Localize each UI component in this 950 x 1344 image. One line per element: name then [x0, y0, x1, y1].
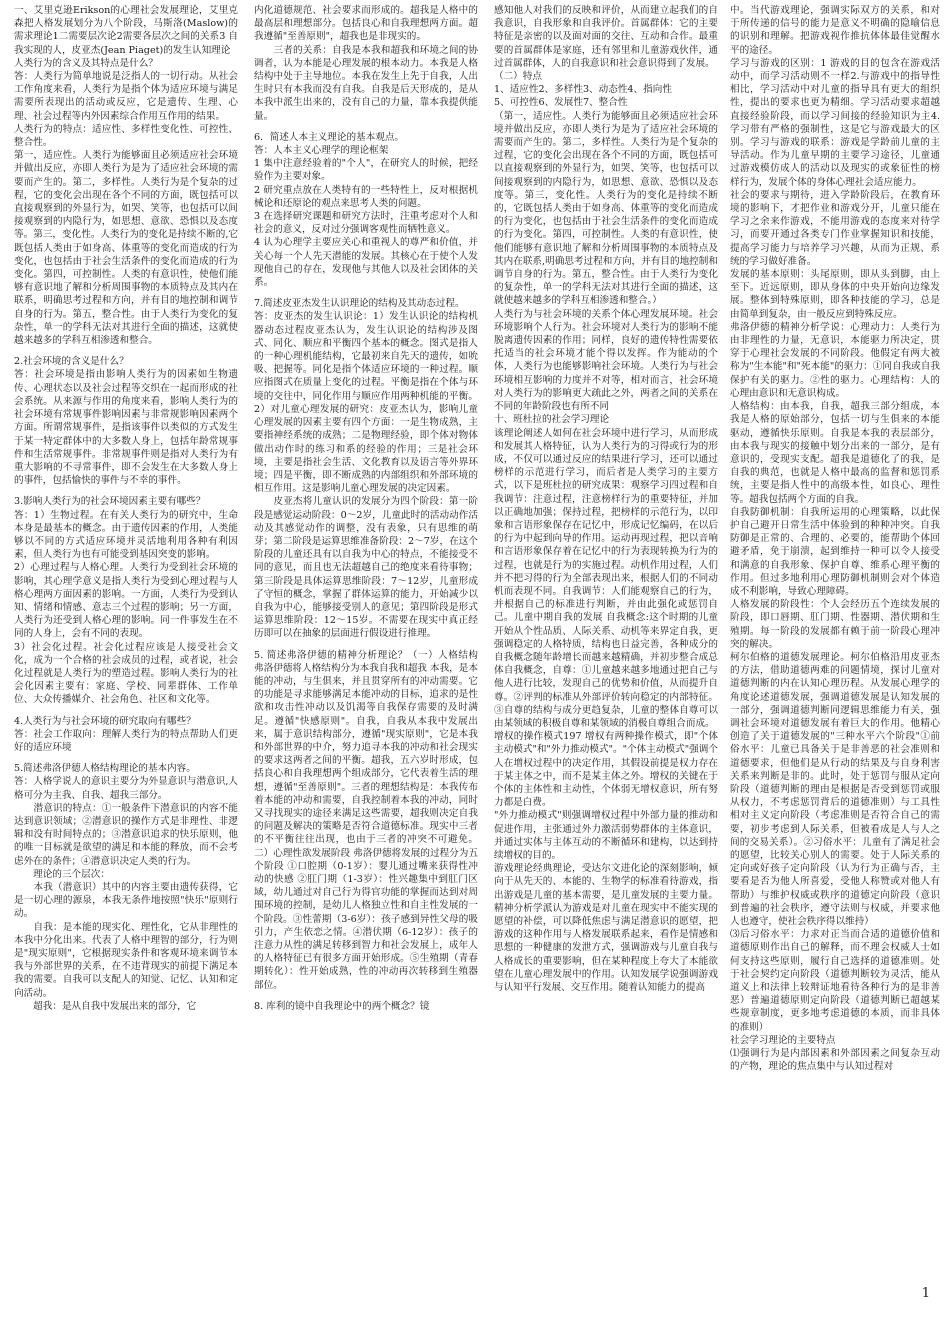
- paragraph: 答：1）生物过程。在有关人类行为的研究中，生命本身是最基本的概念。由于遗传因素的作用，人类能够以不同的方式适应环境并灵活地利用各种有利因素，但人类行为也有可能受到基因突变的影响。: [14, 509, 238, 561]
- paragraph: 该理论阐述人如何在社会环境中进行学习，从而形成和发展其人格特征，认为人类行为的习得或行为的形成，不仅可以通过反应的结果进行学习，还可以通过榜样的示范进行学习，而后者是人类学习的主要方式，以下是班杜拉的研究成果：观察学习四过程和自我调节：注意过程，注意榜样行为的重要特征，并加以正确地加强；保持过程，把榜样的示范行为，以印象和言语形象保存在记忆中，形成记忆编码，在以后的行为中起到向导的作用。运动再现过程，把以音响和言语形象保存着在记忆中的行为表现转换为行为的过程，也就是行为的实施过程。动机作用过程，人们并不把习得的行为全部表现出来，根据人们的不同动机而表现不同。自我调节：人们能观察自己的行为，并根据自己的标准进行判断，并由此强化或惩罚自己。儿童中期自我的发展 自我概念:这个时期的儿童开始从个性品质、人际关系、动机等来界定自我，更强调稳定的人格特质，结构也日益完善，各种成分的自我概念随年龄增长而越来越精确，并初步整合成总体自我概念，自尊：①儿童越来越多地通过把自己与他人进行比较，发现自己的优势和价值，从而提升自尊。②评判的标准从外部评价转向稳定的内部特征。③自尊的结构与成分更趋复杂，儿童的整体自尊可以由某领域的积极自尊和某领域的消极自尊组合而成。: [494, 427, 718, 729]
- paragraph: 答：人类行为简单地说是泛指人的一切行动。从社会工作角度来看，人类行为是指个体为适应环境与满足需要所表现出的活动或反应，它是遗传、生理、心理、社会过程等内外因素综合作用互作用的结果。: [14, 71, 238, 122]
- paragraph: 发展的基本原则：头尾原则，即从头到脚，由上至下。近远原则，即从身体的中央开始向边缘发展。整体到特殊原则，即各种技能的学习，总是由简单到复杂，由一般反应到特殊反应。: [730, 269, 940, 320]
- paragraph: 5、可控性6、发展性7、整合性: [494, 97, 628, 109]
- text-column-4: [730, 4, 940, 1334]
- paragraph: 第一，适应性。人类行为能够面且必须适应社会环境并做出反应，亦即人类行为是为了适应社会环境的需要而产生的。第二，多样性。人类行为是个复杂的过程，它的变化会出现在各个不同的方面，既包括可以直接观察到的外显行为，如哭、笑等，也包括可以间接观察到的内隐行为，如思想、意欲、恐惧以及态度等。第三，变化性。人类行为的变化是持续不断的,它既包括人类由于如身高、体重等的变化而造成的行为变化，也包括由于社会生活条件的变化而造成的行为变化。第四，可控制性。人类的有意识性，使他们能够有意识地了解和分析周围事物的本质特点及其内在联系，明确思考过程和方向，并有目的地控制和调节自身的行为。第五，整合性。由于人类行为变化的复杂性，单一的学科无法对其进行全面的描述，这就使越来越多的学科互相渗透和整合。: [14, 150, 238, 347]
- text-column-3: [494, 4, 718, 1334]
- paragraph: 潜意识的特点：①一般条件下潜意识的内容不能达到意识领域；②潜意识的操作方式是非理性、非逻辑和没有时间特点的；③潜意识追求的快乐原则，他的唯一目标就是欲望的满足和本能的释放，而不会考虑外在的条件；④潜意识决定人类的行为。: [14, 802, 238, 867]
- page-number: 1: [921, 1286, 930, 1301]
- paragraph: 三者的关系：自我是本我和超我和环境之间的协调者，认为本能是心理发展的根本动力。本我是人格结构中处于主导地位。本我在发生上先于自我，人出生时只有本我而没有自我。自我是后天形成的，是从本我中派生出来的，没有自己的力量，靠本我提供能量。: [254, 44, 478, 122]
- paragraph: 理论的三个层次：: [14, 868, 110, 880]
- paragraph: ⑶后习俗水平：力求对正当而合适的道德价值和道德原则作出自己的解释，而不理会权威人士如何支持这些原则，履行自己选择的道德准则。处于社会契约定向阶段（道德判断较为灵活，能从道义上和法律上较辩证地看待各种行为的是非善恶）普遍道德原则定向阶段（道德判断已超越某些规章制度，更多地考虑道德的本质，而非具体的准则）: [730, 929, 940, 1033]
- paragraph: （二）特点: [494, 71, 542, 83]
- paragraph: 答：社会工作取向：理解人类行为的特点帮助人们更好的适应环境: [14, 728, 238, 753]
- paragraph: 超我：是从自我中发展出来的部分，它: [14, 1000, 197, 1012]
- paragraph: 社会的要求与期待，进入学龄阶段后，在教育环境的影响下，才把作业和游戏分开，儿童只能在学习之余来作游戏，不能用游戏的态度来对待学习，而要开通过各类专门作业掌握知识和技能，提高学习能力与培养学习兴趣，从而为正规、系统的学习做好准备。: [730, 189, 940, 267]
- paragraph: 本我（潜意识）其中的内容主要由遗传获得，它是一切心理的源泉，本我无条件地按照"快乐"原则行动。: [14, 882, 238, 920]
- paragraph: 答：皮亚杰的发生认识论：1）发生认识论的结构机器动态过程皮亚杰认为，发生认识论的结构涉及图式、同化、顺应和平衡四个基本的概念。图式是指人的一种心理机能结构，它最初来自先天的遗传，如吮吸、把握等。同化是指个体适应环境的一种过程。顺应指图式在质量上变化的过程。平衡是指在个体与环境的交往中，同化作用与顺应作用两种机能的平衡。2）对儿童心理发展的研究：皮亚杰认为，影响儿童心理发展的因素主要有四个方面：一是生物成熟，主要指神经系统的成熟；二是物理经验，即个体对物体做出动作时的练习和系的经验的作用；三是社会环境，主要是指社会生活、文化教育以及语言等外界环境；四是平衡，即不断成熟的内部组织和外部环境的相互作用。这是影响儿童心理发展的决定因素。: [254, 311, 478, 495]
- paragraph: 游戏理论经典理论，受达尔文进化论的深刻影响，倾向于从先天的、本能的、生物学的标准看待游戏，指出游戏是儿童的基本需要，是儿童发展的主要力量。精神分析学派认为游戏是对儿童在现实中不能实现的愿望的补偿，可以降低焦虑与满足潜意识的愿望，把游戏的这种作用与人格发展联系起来，看作是情感和思想的一种健康的发泄方式，强调游戏与儿童自我与人格成长的重要影响，但在某种程度上夸大了本能欲望在儿童心理发展中的作用。认知发展学说强调游戏与认知平行发展、交互作用。随着认知能力的提高: [494, 863, 718, 994]
- paragraph: 3）社会化过程。社会化过程应该是人接受社会文化，成为一个合格的社会成员的过程，或者说，社会化过程就是人类行为的塑造过程。影响人类行为的社会化因素主要有：家庭、学校、同辈群体、工作单位、大众传播媒介、社会角色、社区和文化等。: [14, 641, 238, 706]
- paragraph: 学习与游戏的区别：1 游戏的目的包含在游戏活动中，而学习活动则不一样2.与游戏中的指导性相比，学习活动中对儿童的指导具有更大的组织性，提出的要求也更为精细。学习活动要求超越直接经验阶段，而以学习间接的经验知识为主4.学习带有严格的强制性，这是它与游戏最大的区别。学习与游戏的联系：游戏是学龄前儿童的主导活动。作为儿童早期的主要学习途径，儿童通过游戏模仿成人的活动以及现实的或象征性的榜样行为，发展个体的身体心理社会适应能力。: [730, 57, 940, 188]
- paragraph: 6．简述人本主义理论的基本观点。: [254, 131, 405, 143]
- paragraph: 4 认为心理学主要应关心和重视人的尊严和价值，并关心每一个人先天潜能的发展。其核心在于使个人发现他自己的存在，发现他与其他人以及社会团体的关系。: [254, 237, 478, 289]
- paragraph: 自我防御机制：自我所运用的心理策略，以此保护自己避开日常生活中体验到的种种冲突。自我防御是正常的、合理的、必要的，能帮助个体回避矛盾，免于崩溃，起到维持一种可以令人接受和满意的自我形象、保护自尊、维系心理平衡的作用。但过多地利用心理防御机制则会对个体造成不利影响，导致心理障碍。: [730, 506, 940, 597]
- paragraph: 人格发展的阶段性：个人会经历五个连续发展的阶段，即口唇期、肛门期、性器期、潜伏期和生殖期。每一阶段的发展都有赖于前一阶段心理冲突的解决。: [730, 599, 940, 650]
- paragraph: 3 在选择研究课题和研究方法时，注重考虑对个人和社会的意义，反对过分强调客观性而牺牲意义。: [254, 211, 478, 236]
- paragraph: ⑴强调行为是内部因素和外部因素之间复杂互动的产物，理论的焦点集中与认知过程对: [730, 1048, 940, 1073]
- paragraph: 人类行为与社会环境的关系个体心理发展环境。社会环境影响个人行为。社会环境对人类行为的影响不能脱离遗传因素的作用；同样，良好的遗传特性需要依托适当的社会环境才能个得以发挥。作为能动的个体，人类行为也能够影响社会环境。人类行为与社会环境相互影响的力度并不对等，相对而言，社会环境对人类行为的影响更大疏此之外，两者之间的关系在不同的年龄阶段也有所不同: [494, 308, 718, 413]
- paragraph: 4.人类行为与社会环境的研究取向有哪些？: [14, 715, 196, 727]
- paragraph: 自我：是本能的现实化、理性化，它从非理性的本我中分化出来。代表了人格中理智的部分，行为则是"现实原则"，它根据现实条件和客观环境来调节本我与外部世界的关系，在不违背现实的前提下满足本我的需要。自我可以支配人的知觉、记忆、认知和定向活动。: [14, 921, 238, 999]
- paragraph: 答：人格学说人的意识主要分为外显意识与潜意识,人格可分为主我、自我、超我三部分。: [14, 776, 238, 801]
- paragraph: 社会学习理论的主要特点: [730, 1034, 836, 1046]
- paragraph: 皮亚杰将儿童认识的发展分为四个阶段：第一阶段是感觉运动阶段：0～2岁，儿童此时的活动动作活动及其感觉动作的调整，没有表象，只有思维的萌芽；第二阶段是运算思维准备阶段：2～7岁，在这个阶段的儿童还具有以自我为中心的特点，不能接受不同的意见，而且也无法超越自己的绝度来看待事物；第三阶段是具体运算思维阶段：7～12岁，儿童形成了守恒的概念，掌握了群体运算的能力，开始减少以自我为中心，能够接受别人的意见；第四阶段是形式运算思维阶段：12～15岁。不需要在现实中真正经历即可以在抽象的层面进行假设进行推理。: [254, 496, 478, 640]
- paragraph: 5.简述弗洛伊德人格结构理论的基本内容。: [14, 763, 196, 775]
- paragraph: 7.简述皮亚杰发生认识理论的结构及其动态过程。: [254, 298, 465, 310]
- paragraph: 增权的操作模式197 增权有两种操作模式，即"个体主动模式"和"外力推动模式"。"个体主动模式"强调个人在增权过程中的决定作用，其假设前提是权力存在于某主体之中，而不是某主体之外。增权的关键在于个体的主体性和主动性，个体弱无增权意识，所有努力都是白费。: [494, 731, 718, 809]
- paragraph: 弗洛伊德的精神分析学说：心理动力：人类行为由非理性的力量，无意识，本能驱力所决定，贯穿于心理社会发展的不同阶段。他假定有两大被称为"生本能"和"死本能"的驱力：①同自我或自我保护有关的驱力。②性的驱力。心理结构：人的心理由意识和无意识构成。: [730, 321, 940, 399]
- paragraph: 中。当代游戏理论，强调实际双方的关系，和对于所传递的信号的能力是意义不明确的隐喻信息的识别和理解。把游戏视作推抗体体最佳觉醒水平的途径。: [730, 5, 940, 56]
- paragraph: 人类行为的特点：适应性、多样性变化性、可控性、整合性。: [14, 123, 238, 149]
- paragraph: 8. 库利的镜中自我理论中的两个概念？镜: [254, 1000, 430, 1012]
- text-column-2: [254, 4, 478, 1334]
- paragraph: 3.影响人类行为的社会环境因素主要有哪些？: [14, 496, 206, 508]
- paragraph: 1、适应性2、多样性3、动态性4、指向性: [494, 84, 672, 96]
- paragraph: 答：社会环境是指由影响人类行为的因素如生物遗传、心理状态以及社会过程等交织在一起而形成的社会系统。从来源与作用的角度来看，影响人类行为的社会环境有常规事件影响因素与非常规影响因素两个方面。所谓常规事件，是指该事件以类似的方式发生于某一特定群体中的大多数人身上，包括年龄常规事件和生活常规事件。非常规事件则是指对人类行为有重大影响的不寻常事件，即不会发生在大多数人身上的事件，包括愉快的事件与不幸的事件。: [14, 369, 238, 487]
- paragraph: 人类行为的含义及其特点是什么？: [14, 57, 158, 69]
- paragraph: 2）心理过程与人格心理。人类行为受到社会环境的影响，其心理学意义是指人类行为受到心理过程与人格心理两方面因素的影响。一方面，人类行为受到认知、情绪和情感、意志三个过程的影响；另一方面，人类行为还受到人格心理的影响。同一件事发生在不同的人身上，会有不同的表现。: [14, 562, 238, 640]
- paragraph: "外力推动模式"则强调增权过程中外部力量的推动和促进作用，主张通过外力激活弱势群体的主体意识，并通过实体与主体互动的不断循环和建构，以达到持续增权的目的。: [494, 810, 718, 861]
- paragraph: 1 集中注意经验着的"个人"，在研究人的时候，把经验作为主要对象。: [254, 158, 478, 183]
- paragraph: 十、班杜拉的社会学习理论: [494, 414, 610, 426]
- paragraph: 人格结构：由本我，自我，超我三部分组成，本我是人格的原始部分，包括一切与生俱来的本能驱动，遵循快乐原则。自我是本我的表层部分，由本我与现实的接触中划分出来的一部分，是有意识的，受现实支配。超我是道德化了的我，是自我的典范，也就是人格中最高的监督和惩罚系统，主要是指人性中的高级本性，如良心、理性等。超我包括两个方面的自我。: [730, 401, 940, 505]
- text-column-1: [14, 4, 238, 1334]
- paragraph: 一、艾里克逊Erikson的心理社会发展理论，艾里克森把人格发展划分为八个阶段，马斯洛(Maslow)的需求理论1二需要层次论2需要各层次之间的关系3 自我实现的人，皮亚杰(Jean Piaget)的发生认知理论: [14, 5, 238, 56]
- paragraph: 柯尔伯格的道德发展理论。柯尔伯格沿用皮亚杰的方法，借助道德两难的问题情境，探讨儿童对道德判断的内在认知心理历程。从发展心理学的角度论述道德发展，强调道德发展是认知发展的一部分，强调道德判断同逻辑思维能力有关，强调社会环境对道德发展有着巨大的作用。他精心创造了关于道德发展的"三种水平六个阶段"①前俗水平：儿童已具备关于是非善恶的社会准则和道德要求，但他们是从行动的结果及与自身利害关系来判断是非的。此时，处于惩罚与服从定向阶段（道德判断的理由是根据是否受到惩罚或服从权力，不考虑惩罚背后的道德准则）与工具性相对主义定向阶段（考虑准则是否符合自己的需要，初步考虑到人际关系，但被看成是人与人之间的交易关系）。②习俗水平：儿童有了满足社会的愿望，比较关心别人的需要。处于人际关系的定向或好孩子定向阶段（认为行为正确与否，主要看是否为他人所喜爱，受他人称赞或对他人有帮助）与维护权威或秩序的道德定向阶段（意识到普遍的社会秩序，遵守法则与权威，并要求他人也遵守，使社会秩序得以维持）: [730, 651, 940, 928]
- paragraph: 内化道德规范、社会要求而形成的。超我是人格中的最高层和理想部分。包括良心和自我理想两方面。超我遵循"至善原则"，超我也是非现实的。: [254, 5, 478, 43]
- paragraph: 2.社会环境的含义是什么？: [14, 356, 129, 368]
- paragraph: 5. 简述弗洛伊德的精神分析理论？（一）人格结构 弗洛伊德将人格结构分为本我自我和超我 本我，是本能的冲动，与生俱来，并且贯穿所有的冲动需要。它的功能是寻求能够满足本能冲动的目标，追求的是性欲和攻击性冲动以及饥渴等自我保存需要的及时满足。遵循"快感原则"。自我，自我从本我中发展出来，属于意识结构部分，遵循"现实原则"，它是本我和外部世界的中介，努力追寻本我的冲动和社会现实的要求这两者之间的平衡。超我，五六岁时形成，包括良心和自我理想两个组成部分，它代表着生活的理想，遵循"至善原则"。三者的理想结构是：本我传布着本能的冲动和需要，自我控制着本我的冲动，同时又寻找现实的途径来满足这些需要，超我则决定自我的问题及解决的策略是否符合道德标准。现实中三者的不平衡往往出现，也由于三者的冲突不可避免。二）心理性欲发展阶段 弗洛伊德将发展的过程分为五个阶段 ①口腔期（0-1岁）：婴儿通过嘴来获得性冲动的快感 ②肛门期（1-3岁）：性兴趣集中到肛门区域，幼儿通过对自己行为得官功能的掌握而达到对周围环境的控制，是幼儿人格独立性和自主性发展的一个阶段。③性蕾期（3-6岁）：孩子感到异性父母的吸引力，产生依恋之情。④潜伏期（6-12岁）：孩子的注意力从性的满足转移到智力和社会发展上，成年人的人格特征已有很多方面开始形成。⑤生殖期（青春期转化）：性开始成熟，性的冲动再次转移到生殖器部位。: [254, 649, 478, 991]
- paragraph: 感知他人对我们的反映和评价，从而建立起我们的自我意识，自我形象和自我评价。首属群体：它的主要特征是亲密的以及面对面的交往、互动和合作。最重要的首属群体是家庭，还有邻里和儿童游戏伙伴，通过首属群体，人的自我意识和社会意识得到了发展。: [494, 5, 718, 69]
- paragraph: （第一，适应性。人类行为能够面且必须适应社会环境并做出反应，亦即人类行为是为了适应社会环境的需要而产生的。第二，多样性。人类行为是个复杂的过程，它的变化会出现在各个不同的方面，既包括可以直接观察到的外显行为，如哭、笑等，也包括可以间接观察到的内隐行为，如思想、意欲、恐惧以及态度等。第三，变化性。人类行为的变化是持续不断的，它既包括人类由于如身高、体重等的变化而造成的行为变化，也包括由于社会生活条件的变化而造成的行为变化。第四，可控制性。人类的有意识性，使他们能够有意识地了解和分析周围事物的本质特点及其内在联系,明确思考过程和方向，并有目的地控制和调节自身的行为。第五，整合性。由于人类行为变化的复杂性，单一的学科无法对其进行全面的描述，这就使越来越多的学科互相渗透和整合。）: [494, 110, 718, 307]
- paragraph: 答：人本主义心理学的理论框架: [254, 145, 389, 157]
- paragraph: 2 研究重点放在人类特有的一些特性上，反对根据机械论和还原论的观点来思考人类的问题。: [254, 184, 478, 209]
